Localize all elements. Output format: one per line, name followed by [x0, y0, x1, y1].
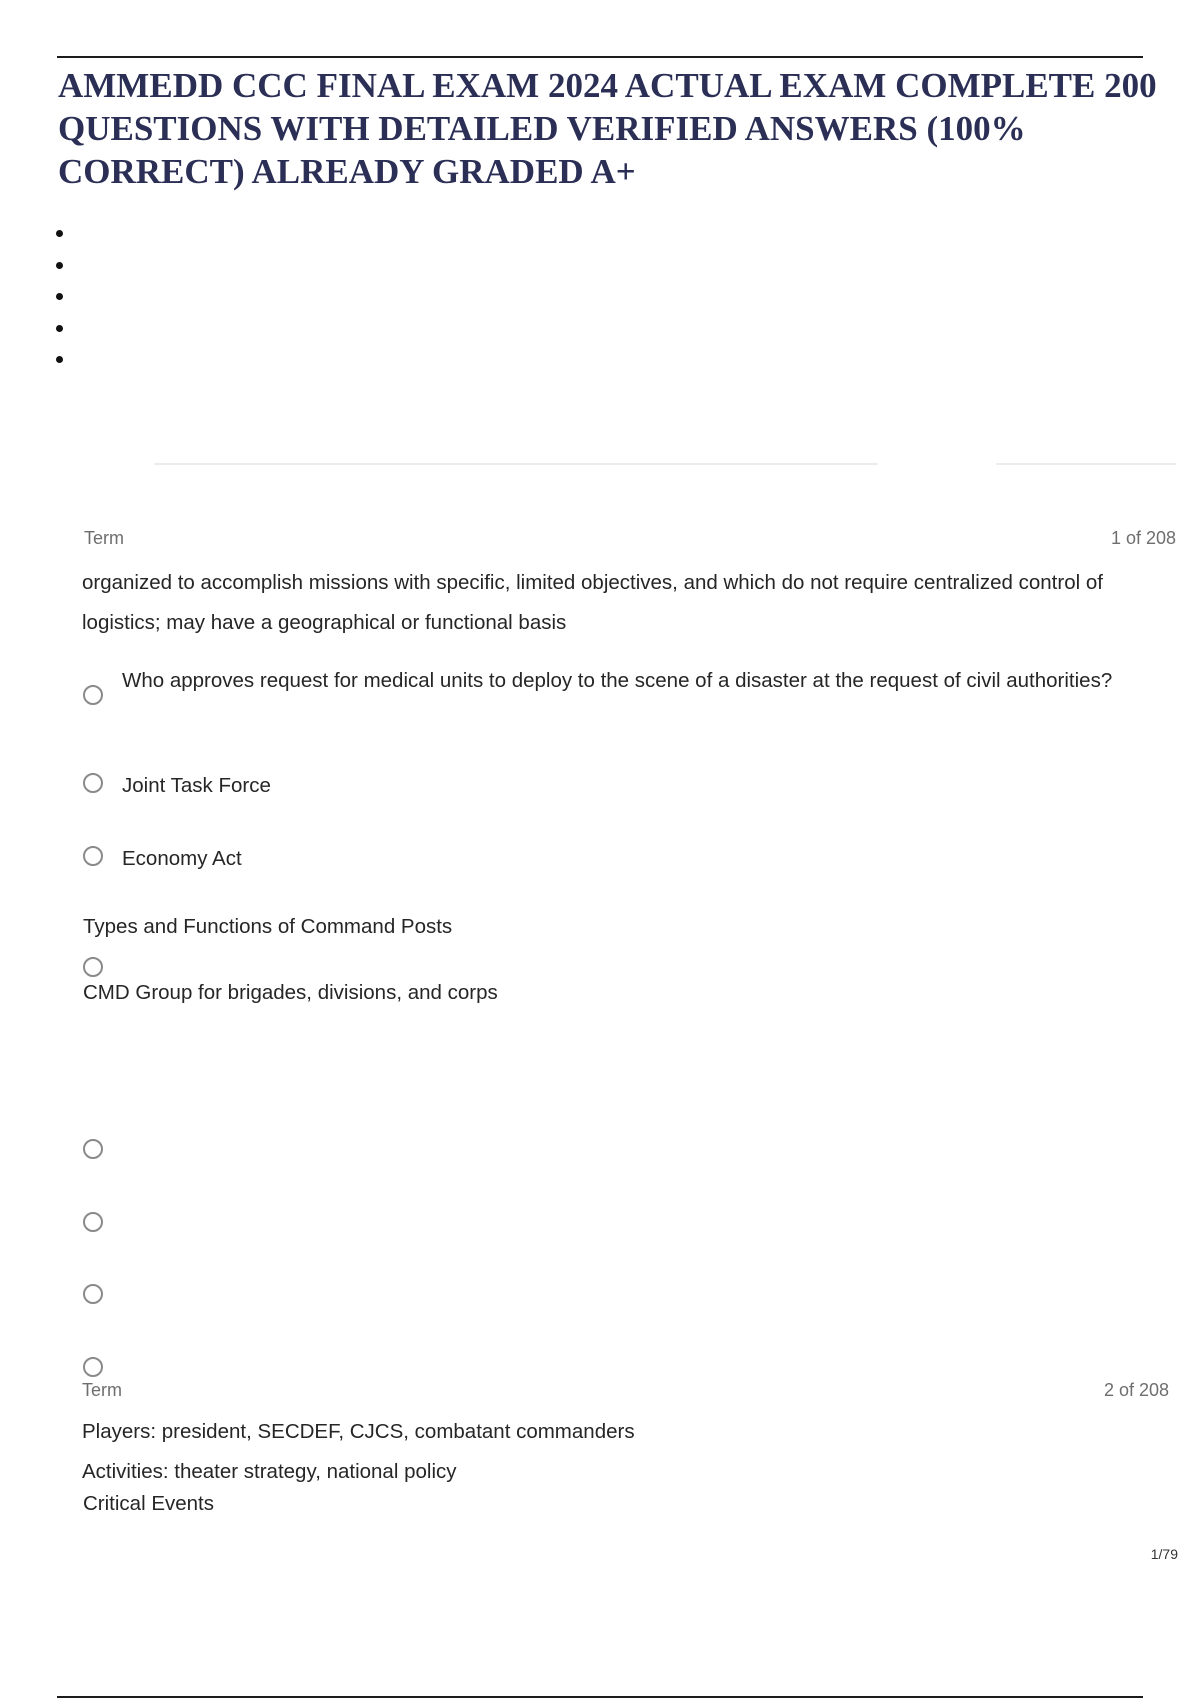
- radio-button-icon[interactable]: [83, 1212, 103, 1232]
- answer-option[interactable]: Joint Task Force: [122, 774, 271, 797]
- radio-button-icon[interactable]: [83, 685, 103, 705]
- radio-button-icon[interactable]: [83, 1284, 103, 1304]
- term-definition-line: Players: president, SECDEF, CJCS, combatant commanders: [82, 1420, 635, 1443]
- separator-line: [154, 463, 878, 465]
- document-title: AMMEDD CCC FINAL EXAM 2024 ACTUAL EXAM COMPLETE 200 QUESTIONS WITH DETAILED VERIFIED ANSWERS (100% CORRECT) ALREADY GRADED A+: [58, 66, 1157, 191]
- term-definition: organized to accomplish missions with specific, limited objectives, and which do not require centralized control of logistics; may have a geographical or functional basis: [82, 571, 1103, 634]
- bullet-dot-icon: [54, 285, 66, 317]
- bullet-dot-icon: [54, 222, 66, 254]
- answer-option[interactable]: Economy Act: [122, 847, 242, 870]
- separator-line: [996, 463, 1176, 465]
- bullet-dot-icon: [54, 317, 66, 349]
- empty-bullet-list: [54, 222, 66, 380]
- term-counter: 2 of 208: [1103, 1380, 1169, 1400]
- page-number: 1/79: [1150, 1546, 1178, 1562]
- term-label: Term: [82, 1380, 122, 1400]
- answer-option[interactable]: Who approves request for medical units to deploy to the scene of a disaster at the request of civil authorities?: [122, 669, 1113, 692]
- answer-option[interactable]: Types and Functions of Command Posts: [83, 915, 453, 938]
- top-rule: [57, 56, 1143, 58]
- term-definition-line: Activities: theater strategy, national policy: [82, 1460, 457, 1483]
- radio-button-icon[interactable]: [83, 846, 103, 866]
- bullet-dot-icon: [54, 254, 66, 286]
- bullet-dot-icon: [54, 348, 66, 380]
- radio-button-icon[interactable]: [83, 1357, 103, 1377]
- radio-button-icon[interactable]: [83, 957, 103, 977]
- bottom-rule: [57, 1696, 1143, 1698]
- radio-button-icon[interactable]: [83, 773, 103, 793]
- radio-button-icon[interactable]: [83, 1139, 103, 1159]
- answer-option[interactable]: CMD Group for brigades, divisions, and corps: [83, 981, 498, 1004]
- term-definition-line: Critical Events: [83, 1492, 215, 1515]
- term-counter: 1 of 208: [1110, 528, 1176, 548]
- term-label: Term: [84, 528, 124, 548]
